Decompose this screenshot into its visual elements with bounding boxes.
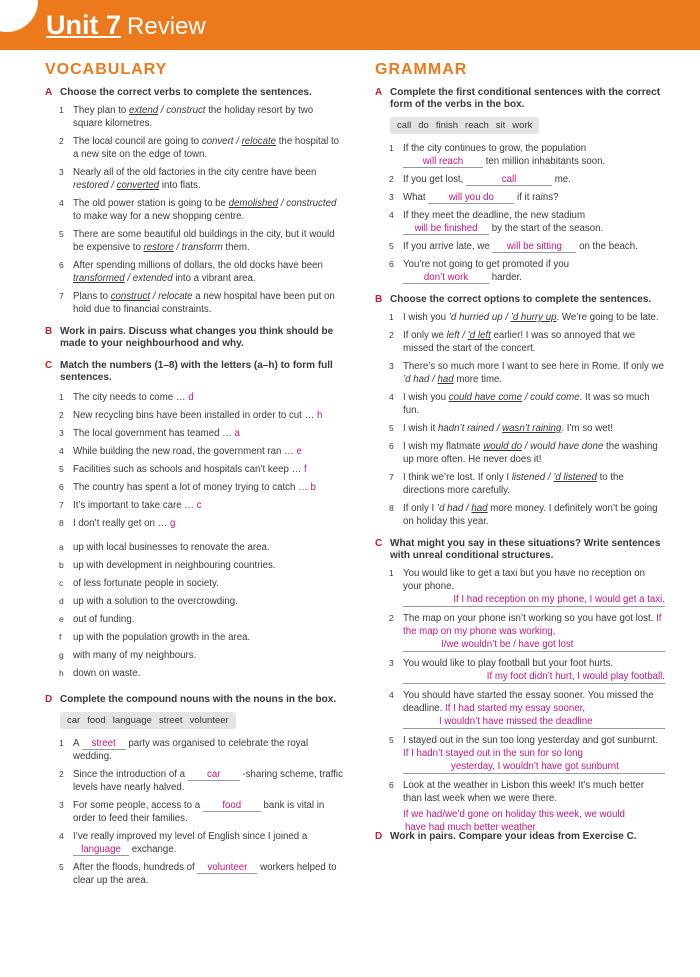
list-item: f up with the population growth in the area. [59,632,251,643]
list-item: c of less fortunate people in society. [59,578,219,589]
answer-field[interactable]: will reach [403,156,483,168]
grammar-c-item-5: 5 I stayed out in the sun too long yesterday and got sunburnt. If I hadn’t stayed out in the sun for so long yesterday, I wouldn’t have got sunburnt [375,734,665,774]
answer-field[interactable]: will be sitting [492,241,576,253]
grammar-a-heading: A Complete the first conditional sentences with the correct form of the verbs in the box. [375,87,661,110]
vocab-a-item-7: 7 Plans to construct / relocate a new hospital have been put on hold due to financial constraints. [59,291,335,315]
answer-field[interactable]: street [82,738,126,750]
answer-field[interactable]: If my foot didn’t hurt, I would play football. [403,670,665,684]
answer-field[interactable]: If we had/we’d gone on holiday this week, we would have had much better weather [403,809,625,833]
grammar-b-item-4: 4 I wish you could have come / could come. It was so much fun. [389,392,650,416]
vocab-a-item-3: 3 Nearly all of the old factories in the city centre have been restored / converted into flats. [59,167,317,191]
vocab-c-numbers [45,391,345,535]
unit-number: Unit 7 [46,10,122,40]
grammar-a-item-6: 6 You’re not going to get promoted if you don’t work harder. [389,259,570,283]
vocab-a-heading: A Choose the correct verbs to complete the sentences. [45,87,312,98]
vocab-c-letters [45,541,345,685]
answer-field[interactable]: If I had reception on my phone, I would get a taxi. [403,593,665,607]
grammar-b-item-7: 7 I think we’re lost. If only I listened / ’d listened to the directions more carefully. [389,472,624,496]
list-item: h down on waste. [59,668,141,679]
header-circle-decoration [0,0,38,32]
list-item: 7 It’s important to take care … c [59,500,202,511]
grammar-column [375,60,665,843]
list-item: 1 The city needs to come … d [59,392,194,403]
grammar-b-heading: B Choose the correct options to complete the sentences. [375,294,652,305]
vocab-d-item-2: 2 Since the introduction of a car -sharing scheme, traffic levels have nearly halved. [59,769,343,793]
vocabulary-title: VOCABULARY [45,61,168,78]
grammar-a-item-4: 4 If they meet the deadline, the new stadium will be finished by the start of the season. [389,210,604,234]
vocab-b-heading: B Work in pairs. Discuss what changes you think should be made to your neighbourhood and why. [45,326,334,349]
grammar-b-item-6: 6 I wish my flatmate would do / would have done the washing up more often. He never does it! [389,441,658,465]
vocab-a-item-6: 6 After spending millions of dollars, the old docks have been transformed / extended into a vibrant area. [59,260,323,284]
grammar-c-item-1: 1 You would like to get a taxi but you have no reception on your phone. If I had reception on my phone, I would get a taxi. [389,568,665,605]
unit-header [0,0,700,50]
vocab-c-heading: C Match the numbers (1–8) with the letters (a–h) to form full sentences. [45,360,333,383]
answer-field[interactable]: language [73,844,129,856]
grammar-a-item-3: 3 What will you do if it rains? [389,192,559,203]
vocab-d-item-1: 1 A street party was organised to celebrate the royal wedding. [59,738,309,762]
grammar-a-item-2: 2 If you get lost, call me. [389,174,571,185]
grammar-a-item-1: 1 If the city continues to grow, the population will reach ten million inhabitants soon. [389,143,606,167]
answer-field[interactable]: call [466,174,552,186]
grammar-b-item-3: 3 There’s so much more I want to see here in Rome. If only we ’d had / had more time. [389,361,664,385]
grammar-d-heading: D Work in pairs. Compare your ideas from Exercise C. [375,831,637,842]
word-box: car food language street volunteer [60,712,236,729]
answer-field[interactable]: volunteer [197,862,257,874]
grammar-b-item-1: 1 I wish you ’d hurried up / ’d hurry up. We’re going to be late. [389,312,659,323]
grammar-b-item-8: 8 If only I ’d had / had more money. I definitely won’t be going on holiday this year. [389,503,658,527]
vocab-a-item-2: 2 The local council are going to convert / relocate the hospital to a new site on the edge of town. [59,136,340,160]
answer-field[interactable]: I/we wouldn’t be / have got lost [403,638,665,652]
answer-field[interactable]: I wouldn’t have missed the deadline [403,715,665,729]
answer-field[interactable]: don’t work [403,272,489,284]
unit-review: Review [127,13,206,40]
list-item: 4 While building the new road, the government ran … e [59,446,302,457]
grammar-c-item-6: 6 Look at the weather in Lisbon this week! It’s much better than last week when we were there. If we had/we’d gone on holiday this week, we would have had much better weather [375,779,665,834]
list-item: g with many of my neighbours. [59,650,197,661]
vocab-a-item-1: 1 They plan to extend / construct the holiday resort by two square kilometres. [59,105,314,129]
grammar-c-item-4: 4 You should have started the essay sooner. You missed the deadline. If I had started my essay sooner, I wouldn’t have missed the deadline [375,689,665,729]
vocab-a-item-4: 4 The old power station is going to be demolished / constructed to make way for a new shopping centre. [59,198,337,222]
list-item: 5 Facilities such as schools and hospitals can’t keep … f [59,464,307,475]
list-item: 6 The country has spent a lot of money trying to catch … b [59,482,316,493]
list-item: a up with local businesses to renovate the area. [59,542,270,553]
grammar-a-item-5: 5 If you arrive late, we will be sitting on the beach. [389,241,638,252]
list-item: 3 The local government has teamed … a [59,428,240,439]
vocab-a-item-5: 5 There are some beautiful old buildings in the city, but it would be expensive to restore / transform them. [59,229,335,253]
grammar-c-heading: C What might you say in these situations? Write sentences with unreal conditional structures. [375,538,661,561]
list-item: b up with development in neighbouring countries. [59,560,276,571]
answer-field[interactable]: will be finished [403,223,489,235]
grammar-b-item-2: 2 If only we left / ’d left earlier! I was so annoyed that we missed the start of the concert. [389,330,636,354]
answer-field[interactable]: yesterday, I wouldn’t have got sunburnt [403,760,665,774]
vocabulary-column [45,60,345,887]
grammar-b-item-5: 5 I wish it hadn’t rained / wasn’t raining. I’m so wet! [389,423,614,434]
word-box: call do finish reach sit work [390,117,539,134]
grammar-c-item-3: 3 You would like to play football but your foot hurts. If my foot didn’t hurt, I would play football. [389,658,665,682]
answer-field[interactable]: car [188,769,240,781]
vocab-d-item-3: 3 For some people, access to a food bank is vital in order to feed their families. [59,800,325,824]
vocab-d-item-5: 5 After the floods, hundreds of volunteer workers helped to clear up the area. [59,862,337,886]
grammar-c-item-2: 2 The map on your phone isn’t working so you have got lost. If the map on my phone was working, I/we wouldn’t be / have got lost [375,612,665,652]
grammar-title: GRAMMAR [375,61,468,78]
list-item: d up with a solution to the overcrowding. [59,596,238,607]
answer-field[interactable]: will you do [428,192,514,204]
vocab-d-heading: D Complete the compound nouns with the nouns in the box. [45,694,337,705]
vocab-d-item-4: 4 I’ve really improved my level of English since I joined a language exchange. [59,831,308,855]
page-title [46,10,206,41]
list-item: 8 I don’t really get on … g [59,518,176,529]
list-item: e out of funding. [59,614,135,625]
answer-field[interactable]: food [203,800,261,812]
list-item: 2 New recycling bins have been installed in order to cut … h [59,410,323,421]
